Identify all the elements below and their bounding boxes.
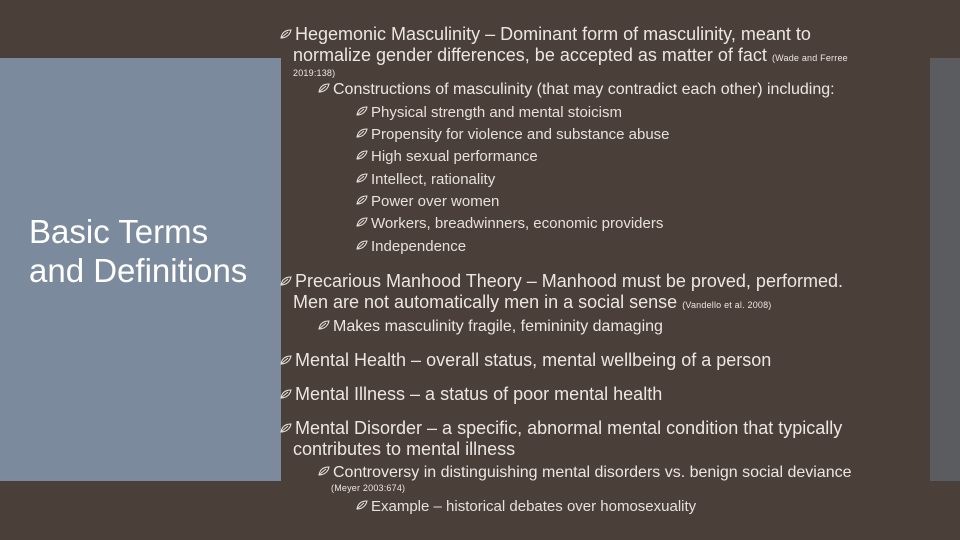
sub-bullet-text: Makes masculinity fragile, femininity damaging (333, 318, 663, 335)
leaf-icon (318, 83, 330, 93)
bullet-text-line1: Mental Disorder – a specific, abnormal mental condition that typically (295, 418, 843, 438)
list-item (356, 215, 663, 233)
sub-bullet-text: Constructions of masculinity (that may contradict each other) including: (333, 81, 835, 98)
list-item (356, 104, 622, 122)
citation: (Meyer 2003:674) (331, 483, 406, 493)
sub-bullet-text: Controversy in distinguishing mental disorders vs. benign social deviance (333, 464, 852, 481)
bullet-text-line2: Men are not automatically men in a social sense (293, 292, 678, 312)
list-item-text: Power over women (371, 193, 500, 210)
bullet-text-line1: Precarious Manhood Theory – Manhood must be proved, performed. (295, 271, 843, 291)
leaf-icon (356, 217, 368, 227)
sub-bullet-constructions (318, 80, 835, 99)
list-item (356, 193, 499, 211)
citation: (Wade and Ferree (771, 53, 848, 63)
sub-bullet-fragile (318, 317, 663, 336)
bullet-mental-illness (280, 384, 662, 405)
list-item (356, 238, 466, 256)
right-accent-strip (930, 58, 960, 481)
bullet-text: Mental Illness – a status of poor mental health (295, 384, 663, 404)
bullet-text-line1: Hegemonic Masculinity – Dominant form of masculinity, meant to (295, 24, 811, 44)
sub-bullet-controversy (318, 463, 852, 482)
list-item-text: Intellect, rationality (371, 171, 496, 188)
slide-title: Basic Terms and Definitions (29, 213, 248, 289)
bullet-mental-health (280, 350, 771, 371)
leaf-icon (280, 276, 292, 286)
leaf-icon (280, 29, 292, 39)
list-item (356, 171, 495, 189)
list-item-text: Example – historical debates over homosexuality (371, 498, 697, 515)
list-item-text: High sexual performance (371, 148, 538, 165)
leaf-icon (318, 320, 330, 330)
leaf-icon (356, 150, 368, 160)
bullet-text-line2: contributes to mental illness (293, 439, 516, 459)
leaf-icon (280, 355, 292, 365)
bullet-text-line2: normalize gender differences, be accepted as matter of fact (293, 45, 767, 65)
bullet-precarious-manhood (280, 271, 843, 316)
bullet-mental-disorder (280, 418, 842, 460)
citation: (Vandello et al. 2008) (682, 300, 772, 310)
bullet-hegemonic-masculinity (280, 24, 848, 69)
list-item (356, 498, 696, 516)
list-item (356, 126, 670, 144)
list-item-text: Propensity for violence and substance abuse (371, 126, 670, 143)
leaf-icon (318, 466, 330, 476)
leaf-icon (356, 128, 368, 138)
bullet-text: Mental Health – overall status, mental wellbeing of a person (295, 350, 772, 370)
leaf-icon (356, 173, 368, 183)
list-item-text: Physical strength and mental stoicism (371, 104, 622, 121)
leaf-icon (356, 195, 368, 205)
leaf-icon (356, 500, 368, 510)
leaf-icon (356, 106, 368, 116)
leaf-icon (356, 240, 368, 250)
list-item-text: Workers, breadwinners, economic providers (371, 215, 664, 232)
leaf-icon (280, 389, 292, 399)
leaf-icon (280, 423, 292, 433)
slide-content (280, 0, 930, 540)
list-item-text: Independence (371, 238, 467, 255)
citation-continued: 2019:138) (293, 68, 336, 78)
list-item (356, 148, 538, 166)
